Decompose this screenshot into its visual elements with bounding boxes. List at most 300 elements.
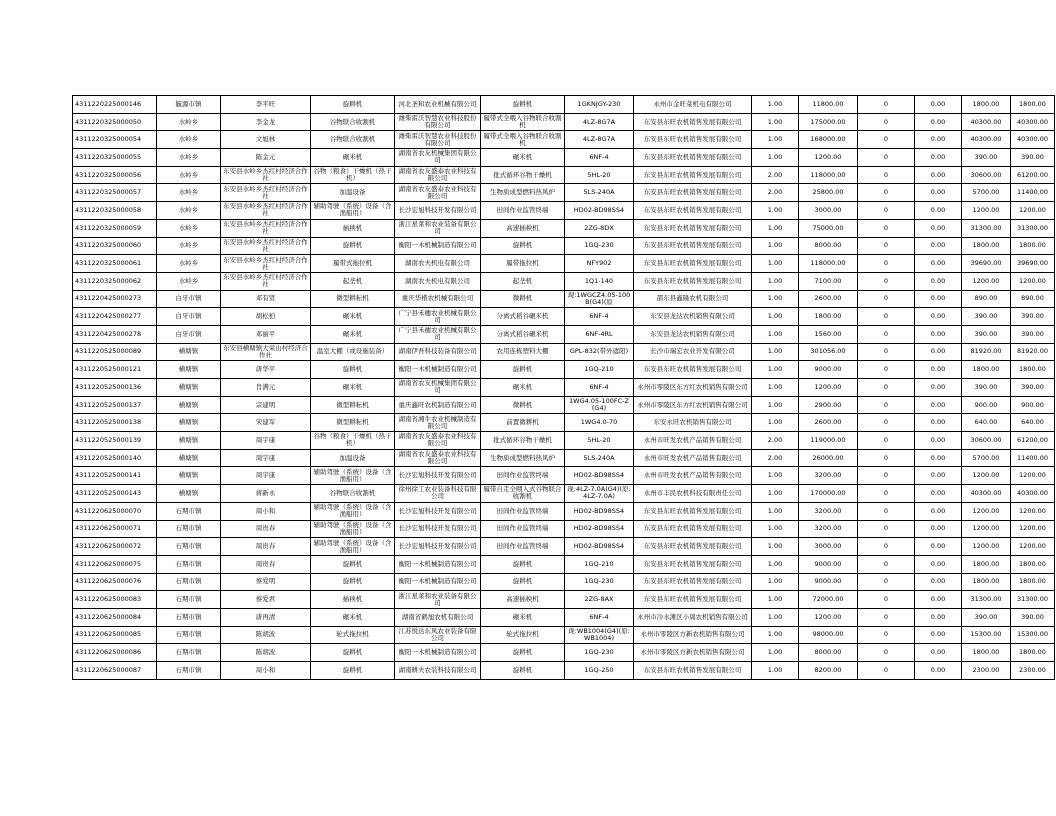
cell-record-id: 4311220625000076 — [73, 573, 157, 591]
cell-buyer-name: 文旭林 — [221, 131, 311, 149]
cell-dealer: 东安县东旺农机销售发展有限公司 — [634, 166, 752, 184]
cell-unit-subsidy: 1200.00 — [962, 502, 1011, 520]
cell-unit-subsidy: 81920.00 — [962, 343, 1011, 361]
cell-sale-price: 75000.00 — [799, 219, 858, 237]
cell-sale-price: 98000.00 — [799, 626, 858, 644]
cell-local-subsidy-amount: 0.00 — [915, 202, 962, 220]
cell-total-subsidy: 39690.00 — [1011, 255, 1055, 273]
cell-product-name: 微耕机 — [481, 396, 565, 414]
cell-sale-price: 1200.00 — [799, 608, 858, 626]
cell-machine-category: 碾米机 — [311, 325, 395, 343]
table-row — [73, 361, 1055, 379]
cell-local-subsidy-amount: 0.00 — [915, 608, 962, 626]
cell-machine-category: 起垄机 — [311, 272, 395, 290]
cell-quantity: 1.00 — [752, 113, 799, 131]
cell-buyer-name: 东安县水岭乡杰红村经济合作社 — [221, 166, 311, 184]
cell-township: 横塘镇 — [157, 343, 221, 361]
cell-quantity: 1.00 — [752, 96, 799, 114]
cell-model: 6NF-4 — [565, 608, 634, 626]
table-row — [73, 485, 1055, 503]
cell-local-subsidy-amount: 0.00 — [915, 166, 962, 184]
cell-machine-category: 谷物联合收割机 — [311, 131, 395, 149]
cell-model: 2ZG-8AX — [565, 591, 634, 609]
cell-buyer-name: 周宇康 — [221, 449, 311, 467]
cell-record-id: 4311220425000277 — [73, 308, 157, 326]
cell-model: 5LS-240A — [565, 184, 634, 202]
cell-local-subsidy: 0 — [858, 538, 915, 556]
cell-quantity: 1.00 — [752, 520, 799, 538]
cell-local-subsidy: 0 — [858, 308, 915, 326]
cell-quantity: 1.00 — [752, 325, 799, 343]
cell-local-subsidy-amount: 0.00 — [915, 290, 962, 308]
cell-quantity: 1.00 — [752, 379, 799, 397]
cell-unit-subsidy: 390.00 — [962, 325, 1011, 343]
cell-manufacturer: 衡阳一木机械制造有限公司 — [395, 237, 481, 255]
cell-unit-subsidy: 640.00 — [962, 414, 1011, 432]
cell-manufacturer: 江苏悦达东风农业装备有限公司 — [395, 626, 481, 644]
cell-buyer-name: 周宇康 — [221, 432, 311, 450]
cell-total-subsidy: 81920.00 — [1011, 343, 1055, 361]
cell-unit-subsidy: 31300.00 — [962, 591, 1011, 609]
cell-machine-category: 碾米机 — [311, 379, 395, 397]
cell-record-id: 4311220325000058 — [73, 202, 157, 220]
cell-manufacturer: 衡阳一木机械制造有限公司 — [395, 361, 481, 379]
cell-total-subsidy: 390.00 — [1011, 379, 1055, 397]
cell-record-id: 4311220325000050 — [73, 113, 157, 131]
cell-sale-price: 8000.00 — [799, 237, 858, 255]
cell-buyer-name: 宋建军 — [221, 414, 311, 432]
cell-township: 横塘镇 — [157, 467, 221, 485]
cell-total-subsidy: 1200.00 — [1011, 520, 1055, 538]
cell-sale-price: 3200.00 — [799, 467, 858, 485]
cell-sale-price: 118000.00 — [799, 166, 858, 184]
cell-local-subsidy-amount: 0.00 — [915, 396, 962, 414]
cell-dealer: 东安县东旺农机销售发展有限公司 — [634, 361, 752, 379]
cell-township: 横塘镇 — [157, 485, 221, 503]
cell-sale-price: 7100.00 — [799, 272, 858, 290]
cell-product-name: 生物质成型燃料热风炉 — [481, 449, 565, 467]
cell-local-subsidy: 0 — [858, 379, 915, 397]
cell-unit-subsidy: 5700.00 — [962, 184, 1011, 202]
cell-model: 5LS-240A — [565, 449, 634, 467]
cell-quantity: 1.00 — [752, 131, 799, 149]
cell-manufacturer: 长沙宏旭科技开发有限公司 — [395, 502, 481, 520]
cell-manufacturer: 潍柴雷沃智慧农业科技股份有限公司 — [395, 131, 481, 149]
cell-machine-category: 轮式拖拉机 — [311, 626, 395, 644]
cell-record-id: 4311220425000278 — [73, 325, 157, 343]
cell-buyer-name: 周贵春 — [221, 538, 311, 556]
cell-sale-price: 175000.00 — [799, 113, 858, 131]
cell-product-name: 田间作业监管终端 — [481, 502, 565, 520]
cell-record-id: 4311220625000087 — [73, 662, 157, 680]
cell-total-subsidy: 61200.00 — [1011, 432, 1055, 450]
cell-unit-subsidy: 1200.00 — [962, 467, 1011, 485]
cell-buyer-name: 李金龙 — [221, 113, 311, 131]
cell-total-subsidy: 1800.00 — [1011, 555, 1055, 573]
cell-township: 水岭乡 — [157, 202, 221, 220]
cell-unit-subsidy: 1800.00 — [962, 96, 1011, 114]
cell-product-name: 批式循环谷物干燥机 — [481, 432, 565, 450]
cell-local-subsidy-amount: 0.00 — [915, 538, 962, 556]
cell-manufacturer: 长沙宏旭科技开发有限公司 — [395, 520, 481, 538]
cell-total-subsidy: 31300.00 — [1011, 591, 1055, 609]
cell-total-subsidy: 390.00 — [1011, 325, 1055, 343]
cell-sale-price: 9000.00 — [799, 555, 858, 573]
table-row — [73, 396, 1055, 414]
cell-sale-price: 1200.00 — [799, 379, 858, 397]
cell-quantity: 1.00 — [752, 644, 799, 662]
cell-dealer: 东安县东旺农机销售发展有限公司 — [634, 237, 752, 255]
cell-model: HD02-BD98SS4 — [565, 467, 634, 485]
cell-record-id: 4311220625000070 — [73, 502, 157, 520]
cell-quantity: 1.00 — [752, 219, 799, 237]
cell-dealer: 永州市零陵区东方红农机销售有限公司 — [634, 379, 752, 397]
cell-product-name: 田间作业监管终端 — [481, 538, 565, 556]
cell-unit-subsidy: 2300.00 — [962, 662, 1011, 680]
cell-township: 石期市镇 — [157, 591, 221, 609]
cell-total-subsidy: 890.00 — [1011, 290, 1055, 308]
cell-local-subsidy: 0 — [858, 502, 915, 520]
cell-township: 水岭乡 — [157, 149, 221, 167]
cell-machine-category: 碾米机 — [311, 308, 395, 326]
cell-manufacturer: 湖南省农友盛泰农业科技有限公司 — [395, 184, 481, 202]
cell-record-id: 4311220325000060 — [73, 237, 157, 255]
cell-record-id: 4311220325000057 — [73, 184, 157, 202]
cell-unit-subsidy: 1200.00 — [962, 538, 1011, 556]
cell-township: 石期市镇 — [157, 644, 221, 662]
cell-sale-price: 26000.00 — [799, 449, 858, 467]
cell-machine-category: 旋耕机 — [311, 96, 395, 114]
cell-sale-price: 25800.00 — [799, 184, 858, 202]
cell-machine-category: 温室大棚（或设施装备） — [311, 343, 395, 361]
cell-product-name: 履带式全喂入谷物联合收割机 — [481, 131, 565, 149]
table-row — [73, 149, 1055, 167]
cell-manufacturer: 湖南农夫机电有限公司 — [395, 272, 481, 290]
cell-manufacturer: 湖南省农友机械集团有限公司 — [395, 379, 481, 397]
table-row — [73, 325, 1055, 343]
cell-sale-price: 2900.00 — [799, 396, 858, 414]
cell-model: 1GQ-230 — [565, 573, 634, 591]
table-row — [73, 290, 1055, 308]
cell-local-subsidy: 0 — [858, 184, 915, 202]
cell-product-name: 田间作业监管终端 — [481, 520, 565, 538]
cell-sale-price: 3000.00 — [799, 202, 858, 220]
table-row — [73, 644, 1055, 662]
cell-machine-category: 碾米机 — [311, 149, 395, 167]
cell-sale-price: 11800.00 — [799, 96, 858, 114]
cell-buyer-name: 陈金元 — [221, 149, 311, 167]
cell-record-id: 4311220525000137 — [73, 396, 157, 414]
cell-model: 现:4LZ-7.0A(G4)(原:4LZ-7.0A) — [565, 485, 634, 503]
cell-township: 石期市镇 — [157, 662, 221, 680]
cell-record-id: 4311220325000062 — [73, 272, 157, 290]
cell-sale-price: 119000.00 — [799, 432, 858, 450]
cell-township: 横塘镇 — [157, 432, 221, 450]
cell-buyer-name: 周贵春 — [221, 555, 311, 573]
cell-township: 白牙市镇 — [157, 290, 221, 308]
cell-buyer-name: 东安县水岭乡杰红村经济合作社 — [221, 184, 311, 202]
cell-record-id: 4311220625000072 — [73, 538, 157, 556]
cell-product-name: 批式循环谷物干燥机 — [481, 166, 565, 184]
cell-unit-subsidy: 900.00 — [962, 396, 1011, 414]
cell-unit-subsidy: 390.00 — [962, 379, 1011, 397]
cell-model: 5HL-20 — [565, 166, 634, 184]
table-row — [73, 467, 1055, 485]
cell-sale-price: 9000.00 — [799, 361, 858, 379]
cell-sale-price: 170000.00 — [799, 485, 858, 503]
cell-model: 4LZ-8G7A — [565, 131, 634, 149]
cell-product-name: 履带自走全喂入式谷物联合收割机 — [481, 485, 565, 503]
cell-manufacturer: 湖南省农友机械集团有限公司 — [395, 149, 481, 167]
cell-buyer-name: 唐华平 — [221, 361, 311, 379]
cell-quantity: 1.00 — [752, 308, 799, 326]
cell-total-subsidy: 40300.00 — [1011, 485, 1055, 503]
cell-model: HD02-BD98SS4 — [565, 520, 634, 538]
table-row — [73, 255, 1055, 273]
cell-township: 横塘镇 — [157, 396, 221, 414]
cell-record-id: 4311220325000059 — [73, 219, 157, 237]
cell-dealer: 东安县东旺农机销售发展有限公司 — [634, 184, 752, 202]
cell-model: 2ZG-8DX — [565, 219, 634, 237]
cell-unit-subsidy: 30600.00 — [962, 166, 1011, 184]
cell-township: 石期市镇 — [157, 520, 221, 538]
cell-model: 1GQ-210 — [565, 555, 634, 573]
cell-unit-subsidy: 30600.00 — [962, 432, 1011, 450]
cell-manufacturer: 长沙宏旭科技开发有限公司 — [395, 202, 481, 220]
cell-township: 水岭乡 — [157, 113, 221, 131]
cell-local-subsidy: 0 — [858, 149, 915, 167]
cell-record-id: 4311220525000089 — [73, 343, 157, 361]
cell-unit-subsidy: 390.00 — [962, 308, 1011, 326]
cell-product-name: 碾米机 — [481, 379, 565, 397]
cell-quantity: 1.00 — [752, 396, 799, 414]
cell-quantity: 2.00 — [752, 166, 799, 184]
cell-manufacturer: 衡阳一木机械制造有限公司 — [395, 573, 481, 591]
cell-record-id: 4311220625000085 — [73, 626, 157, 644]
table-row — [73, 131, 1055, 149]
cell-quantity: 1.00 — [752, 290, 799, 308]
cell-model: 1WG4.05-100FC-Z(G4) — [565, 396, 634, 414]
cell-local-subsidy-amount: 0.00 — [915, 414, 962, 432]
cell-local-subsidy: 0 — [858, 325, 915, 343]
cell-manufacturer: 湖南省农友盛泰农业科技有限公司 — [395, 432, 481, 450]
cell-sale-price: 2600.00 — [799, 414, 858, 432]
cell-dealer: 东安县东旺农机销售发展有限公司 — [634, 255, 752, 273]
cell-dealer: 东安县东旺农机销售发展有限公司 — [634, 555, 752, 573]
cell-local-subsidy: 0 — [858, 485, 915, 503]
cell-buyer-name: 周宇康 — [221, 467, 311, 485]
cell-machine-category: 辅助驾驶（系统）设备（含渔船用） — [311, 502, 395, 520]
cell-quantity: 2.00 — [752, 449, 799, 467]
cell-machine-category: 旋耕机 — [311, 573, 395, 591]
cell-machine-category: 辅助驾驶（系统）设备（含渔船用） — [311, 202, 395, 220]
cell-dealer: 东安县东旺农机销售发展有限公司 — [634, 113, 752, 131]
cell-total-subsidy: 1200.00 — [1011, 538, 1055, 556]
cell-local-subsidy-amount: 0.00 — [915, 573, 962, 591]
cell-local-subsidy: 0 — [858, 361, 915, 379]
table-row — [73, 166, 1055, 184]
table-row — [73, 343, 1055, 361]
cell-dealer: 长沙市瑞宏农业开发有限公司 — [634, 343, 752, 361]
cell-local-subsidy-amount: 0.00 — [915, 520, 962, 538]
cell-machine-category: 谷物联合收割机 — [311, 113, 395, 131]
cell-total-subsidy: 40300.00 — [1011, 113, 1055, 131]
cell-dealer: 东安县东旺农机销售发展有限公司 — [634, 538, 752, 556]
cell-total-subsidy: 1200.00 — [1011, 202, 1055, 220]
cell-sale-price: 301056.00 — [799, 343, 858, 361]
cell-township: 水岭乡 — [157, 255, 221, 273]
cell-local-subsidy-amount: 0.00 — [915, 662, 962, 680]
cell-local-subsidy-amount: 0.00 — [915, 502, 962, 520]
cell-local-subsidy-amount: 0.00 — [915, 449, 962, 467]
cell-buyer-name: 陈胡波 — [221, 644, 311, 662]
table-row — [73, 202, 1055, 220]
cell-buyer-name: 周小和 — [221, 662, 311, 680]
cell-total-subsidy: 2300.00 — [1011, 662, 1055, 680]
cell-unit-subsidy: 390.00 — [962, 608, 1011, 626]
cell-local-subsidy: 0 — [858, 449, 915, 467]
cell-township: 白牙市镇 — [157, 308, 221, 326]
cell-unit-subsidy: 39690.00 — [962, 255, 1011, 273]
cell-quantity: 1.00 — [752, 608, 799, 626]
cell-unit-subsidy: 40300.00 — [962, 113, 1011, 131]
table-row — [73, 308, 1055, 326]
cell-township: 石期市镇 — [157, 608, 221, 626]
cell-machine-category: 加温设备 — [311, 449, 395, 467]
cell-product-name: 微耕机 — [481, 290, 565, 308]
cell-local-subsidy-amount: 0.00 — [915, 485, 962, 503]
cell-unit-subsidy: 40300.00 — [962, 131, 1011, 149]
cell-model: HD02-BD98SS4 — [565, 202, 634, 220]
cell-local-subsidy-amount: 0.00 — [915, 131, 962, 149]
cell-township: 横塘镇 — [157, 414, 221, 432]
cell-local-subsidy-amount: 0.00 — [915, 237, 962, 255]
cell-manufacturer: 徐州徐工农业装备科技有限公司 — [395, 485, 481, 503]
table-row — [73, 608, 1055, 626]
cell-dealer: 永州市旺发农机产品销售有限公司 — [634, 449, 752, 467]
cell-product-name: 碾米机 — [481, 149, 565, 167]
cell-dealer: 永州市旺发农机产品销售有限公司 — [634, 432, 752, 450]
cell-local-subsidy: 0 — [858, 644, 915, 662]
cell-unit-subsidy: 1800.00 — [962, 555, 1011, 573]
cell-unit-subsidy: 15300.00 — [962, 626, 1011, 644]
cell-manufacturer: 河北圣和农业机械有限公司 — [395, 96, 481, 114]
cell-model: 现:1WGCZ4.05-100B(G4)(原 — [565, 290, 634, 308]
cell-product-name: 田间作业监管终端 — [481, 202, 565, 220]
cell-model: 4LZ-8G7A — [565, 113, 634, 131]
cell-machine-category: 谷物（粮食）干燥机（热干机） — [311, 432, 395, 450]
cell-local-subsidy-amount: 0.00 — [915, 272, 962, 290]
cell-quantity: 1.00 — [752, 467, 799, 485]
cell-local-subsidy: 0 — [858, 662, 915, 680]
cell-machine-category: 加温设备 — [311, 184, 395, 202]
cell-sale-price: 168000.00 — [799, 131, 858, 149]
table-row — [73, 573, 1055, 591]
cell-buyer-name: 陈胡波 — [221, 626, 311, 644]
cell-local-subsidy: 0 — [858, 131, 915, 149]
cell-local-subsidy: 0 — [858, 255, 915, 273]
cell-dealer: 东安县东旺农机销售发展有限公司 — [634, 662, 752, 680]
cell-township: 水岭乡 — [157, 131, 221, 149]
cell-local-subsidy: 0 — [858, 432, 915, 450]
cell-buyer-name: 邓有贤 — [221, 290, 311, 308]
cell-machine-category: 旋耕机 — [311, 662, 395, 680]
cell-model: 现:WB1004(G4)(原:WB1004) — [565, 626, 634, 644]
cell-manufacturer: 浙江星莱和农业装备有限公司 — [395, 591, 481, 609]
cell-sale-price: 3000.00 — [799, 538, 858, 556]
table-row — [73, 219, 1055, 237]
cell-buyer-name: 邓丽平 — [221, 325, 311, 343]
cell-local-subsidy-amount: 0.00 — [915, 113, 962, 131]
cell-quantity: 2.00 — [752, 432, 799, 450]
cell-total-subsidy: 640.00 — [1011, 414, 1055, 432]
cell-manufacturer: 湖南省农友盛泰农业科技有限公司 — [395, 166, 481, 184]
cell-total-subsidy: 11400.00 — [1011, 449, 1055, 467]
cell-machine-category: 微型耕耘机 — [311, 414, 395, 432]
cell-sale-price: 72000.00 — [799, 591, 858, 609]
cell-local-subsidy: 0 — [858, 555, 915, 573]
cell-manufacturer: 衡阳一木机械制造有限公司 — [395, 644, 481, 662]
cell-model: HD02-BD98SS4 — [565, 538, 634, 556]
table-row — [73, 96, 1055, 114]
cell-unit-subsidy: 890.00 — [962, 290, 1011, 308]
cell-local-subsidy-amount: 0.00 — [915, 343, 962, 361]
table-row — [73, 555, 1055, 573]
cell-buyer-name: 东安县水岭乡杰红村经济合作社 — [221, 237, 311, 255]
cell-total-subsidy: 1800.00 — [1011, 644, 1055, 662]
table-row — [73, 237, 1055, 255]
cell-local-subsidy-amount: 0.00 — [915, 149, 962, 167]
cell-record-id: 4311220525000139 — [73, 432, 157, 450]
cell-dealer: 永州市丰民农机科技有限责任公司 — [634, 485, 752, 503]
cell-dealer: 东安县东旺农机销售发展有限公司 — [634, 149, 752, 167]
cell-product-name: 高速插秧机 — [481, 591, 565, 609]
cell-product-name: 旋耕机 — [481, 555, 565, 573]
cell-record-id: 4311220325000055 — [73, 149, 157, 167]
cell-machine-category: 辅助驾驶（系统）设备（含渔船用） — [311, 520, 395, 538]
cell-total-subsidy: 1800.00 — [1011, 237, 1055, 255]
cell-quantity: 1.00 — [752, 502, 799, 520]
cell-quantity: 1.00 — [752, 573, 799, 591]
cell-sale-price: 1800.00 — [799, 308, 858, 326]
cell-model: 1GQ-250 — [565, 662, 634, 680]
cell-dealer: 东安县东旺农机销售发展有限公司 — [634, 202, 752, 220]
cell-local-subsidy: 0 — [858, 591, 915, 609]
cell-local-subsidy: 0 — [858, 467, 915, 485]
cell-model: 1GKNJGY-230 — [565, 96, 634, 114]
cell-machine-category: 辅助驾驶（系统）设备（含渔船用） — [311, 467, 395, 485]
cell-local-subsidy: 0 — [858, 520, 915, 538]
cell-product-name: 旋耕机 — [481, 361, 565, 379]
cell-local-subsidy: 0 — [858, 626, 915, 644]
cell-unit-subsidy: 1200.00 — [962, 272, 1011, 290]
cell-record-id: 4311220625000086 — [73, 644, 157, 662]
cell-local-subsidy: 0 — [858, 237, 915, 255]
table-row — [73, 113, 1055, 131]
cell-product-name: 旋耕机 — [481, 96, 565, 114]
cell-unit-subsidy: 1800.00 — [962, 644, 1011, 662]
cell-machine-category: 谷物（粮食）干燥机（热干机） — [311, 166, 395, 184]
cell-total-subsidy: 1200.00 — [1011, 502, 1055, 520]
cell-dealer: 东安县东旺农机销售发展有限公司 — [634, 520, 752, 538]
cell-township: 石期市镇 — [157, 626, 221, 644]
cell-machine-category: 履带式拖拉机 — [311, 255, 395, 273]
cell-manufacturer: 湖南省农友盛泰农业科技有限公司 — [395, 449, 481, 467]
cell-local-subsidy-amount: 0.00 — [915, 467, 962, 485]
cell-record-id: 4311220425000273 — [73, 290, 157, 308]
table-row — [73, 520, 1055, 538]
cell-record-id: 4311220625000084 — [73, 608, 157, 626]
